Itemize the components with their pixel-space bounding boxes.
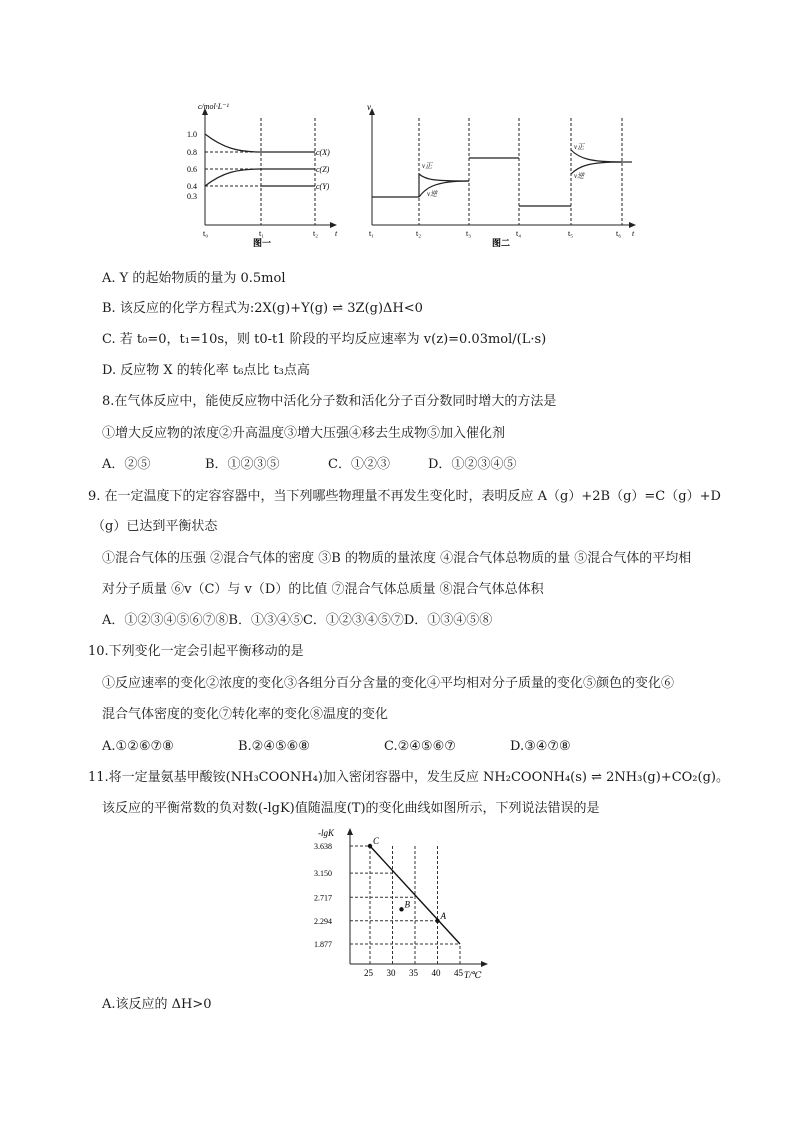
q9-stem-2: （g）已达到平衡状态 — [92, 519, 218, 534]
figure-1-chart — [183, 100, 343, 250]
fig1-caption: 图一 — [253, 238, 272, 248]
q7-option-c: C. 若 t₀=0，t₁=10s，则 t0-t1 阶段的平均反应速率为 v(z)=0.03mol/(L·s) — [102, 332, 547, 347]
fig3-point-A — [435, 919, 439, 923]
fig1-ytick-label: 0.4 — [187, 182, 197, 191]
fig1-ytick-label: 0.3 — [187, 192, 197, 201]
fig3-series-line — [370, 846, 460, 944]
q7-option-d: D. 反应物 X 的转化率 t₆点比 t₃点高 — [102, 363, 310, 378]
figure-3-chart — [312, 826, 492, 981]
q8-option-d: D．①②③④⑤ — [428, 457, 517, 472]
fig1-xtick-t0: t₀ — [203, 229, 209, 238]
q7-option-b: B. 该反应的化学方程式为:2X(g)+Y(g) ⇌ 3Z(g)ΔH<0 — [102, 301, 423, 316]
fig1-label-cy: c(Y) — [316, 182, 330, 191]
q11-stem-1: 11.将一定量氨基甲酸铵(NH₃COONH₄)加入密闭容器中，发生反应 NH₂COONH₄(s) ⇌ 2NH₃(g)+CO₂(g)。 — [88, 770, 729, 785]
fig2-xtick-t1: t₁ — [369, 229, 375, 238]
q11-stem-2: 该反应的平衡常数的负对数(-lgK)值随温度(T)的变化曲线如图所示，下列说法错误的是 — [102, 801, 600, 816]
fig3-ylabel: -lgK — [318, 828, 335, 838]
fig2-xtick-t4: t₄ — [516, 229, 522, 238]
fig3-xtick-label: 40 — [431, 968, 441, 978]
fig3-xtick-label: 35 — [409, 968, 418, 978]
fig1-ytick-label: 1.0 — [187, 130, 197, 139]
fig2-vlabel-4: v逆 — [574, 172, 585, 180]
fig3-point-label: C — [373, 836, 380, 846]
fig2-vlabel-1: v正 — [422, 162, 433, 170]
fig3-xtick-label: 30 — [386, 968, 396, 978]
fig1-curve-x — [205, 134, 315, 152]
fig1-label-cx: c(X) — [316, 148, 330, 157]
q10-option-a: A.①②⑥⑦⑧ — [102, 739, 174, 754]
fig2-xtick-t6: t₆ — [616, 229, 622, 238]
fig1-ylabel: c/mol·L⁻¹ — [198, 102, 229, 111]
fig1-ytick-label: 0.8 — [187, 148, 197, 157]
fig3-point-label: B — [404, 899, 410, 910]
q8-option-a: A．②⑤ — [102, 457, 151, 472]
q10-items-2: 混合气体密度的变化⑦转化率的变化⑧温度的变化 — [102, 707, 389, 722]
fig2-xlabel: t — [632, 229, 635, 238]
q8-option-c: C．①②③ — [328, 457, 390, 472]
figure-2-chart — [364, 100, 644, 250]
q8-items: ①增大反应物的浓度②升高温度③增大压强④移去生成物⑤加入催化剂 — [102, 426, 506, 441]
q9-stem-1: 9. 在一定温度下的定容容器中，当下列哪些物理量不再发生变化时，表明反应 A（g）+2B（g）=C（g）+D — [88, 489, 721, 504]
fig3-ytick-label: 1.877 — [314, 940, 332, 949]
fig3-xlabel: T/℃ — [464, 970, 482, 980]
fig2-ylabel: v — [367, 102, 371, 112]
fig1-xlabel: t — [335, 229, 338, 238]
fig1-xtick-t1: t₁ — [259, 229, 265, 238]
fig3-ytick-label: 2.294 — [314, 916, 332, 926]
fig2-vlabel-2: v逆 — [427, 190, 438, 198]
fig3-ytick-label: 3.150 — [314, 869, 332, 879]
fig1-label-cz: c(Z) — [316, 165, 330, 174]
fig2-xtick-t2: t₂ — [416, 229, 422, 238]
fig2-vlabel-3: v正 — [574, 143, 585, 151]
fig3-ytick-label: 3.638 — [314, 842, 332, 851]
q10-items-1: ①反应速率的变化②浓度的变化③各组分百分含量的变化④平均相对分子质量的变化⑤颜色的变化⑥ — [102, 676, 675, 691]
q10-stem: 10.下列变化一定会引起平衡移动的是 — [88, 644, 304, 659]
fig3-point-label: A — [440, 910, 446, 921]
q7-option-a: A. Y 的起始物质的量为 0.5mol — [102, 271, 286, 286]
fig3-point-B — [399, 907, 403, 911]
fig3-point-C — [368, 844, 372, 848]
fig2-xtick-t3: t₃ — [466, 229, 472, 238]
fig3-ytick-label: 2.717 — [314, 893, 332, 903]
fig3-xtick-label: 25 — [364, 968, 373, 978]
fig3-xtick-label: 45 — [454, 968, 463, 978]
q9-items-1: ①混合气体的压强 ②混合气体的密度 ③B 的物质的量浓度 ④混合气体总物质的量 ⑤混合气体的平均相 — [102, 551, 692, 566]
q9-items-2: 对分子质量 ⑥v（C）与 v（D）的比值 ⑦混合气体总质量 ⑧混合气体总体积 — [102, 582, 544, 597]
q10-option-c: C.②④⑤⑥⑦ — [384, 739, 456, 754]
fig1-xtick-t2: t₂ — [313, 229, 319, 238]
fig1-curve-z — [205, 169, 315, 186]
fig2-caption: 图二 — [492, 238, 511, 248]
q11-option-a: A.该反应的 ΔH>0 — [102, 997, 212, 1012]
q10-option-d: D.③④⑦⑧ — [510, 739, 571, 754]
q10-option-b: B.②④⑤⑥⑧ — [238, 739, 310, 754]
fig2-xtick-t5: t₅ — [568, 229, 574, 238]
q9-options: A．①②③④⑤⑥⑦⑧B．①③④⑤C．①②③④⑤⑦D．①③④⑤⑧ — [102, 613, 493, 628]
q8-option-b: B．①②③⑤ — [205, 457, 280, 472]
q8-stem: 8.在气体反应中，能使反应物中活化分子数和活化分子百分数同时增大的方法是 — [102, 394, 557, 409]
fig1-ytick-label: 0.6 — [187, 165, 197, 174]
